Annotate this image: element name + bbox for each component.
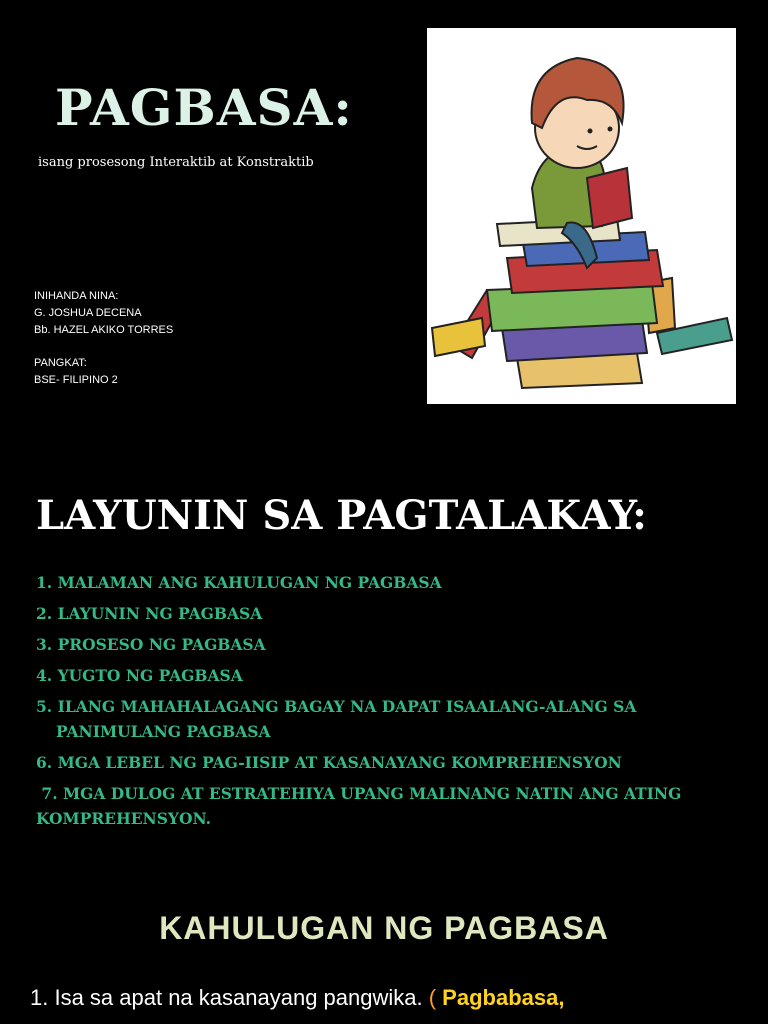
definition-item [30, 985, 564, 1011]
boy-reading-illustration [427, 28, 736, 404]
prepared-by-label: INIHANDA NINA: [34, 290, 119, 302]
objectives-list [36, 570, 756, 837]
slide-subtitle: isang prosesong Interaktib at Konstraktib [38, 155, 314, 170]
book-stack-icon [427, 28, 736, 404]
definition-heading: KAHULUGAN NG PAGBASA [159, 910, 609, 946]
objectives-heading: LAYUNIN SA PAGTALAKAY: [36, 492, 647, 539]
group-label: PANGKAT: [34, 357, 87, 369]
group-name: BSE- FILIPINO 2 [34, 374, 118, 386]
author-name: Bb. HAZEL AKIKO TORRES [34, 324, 174, 336]
list-item: 5. ILANG MAHAHALAGANG BAGAY NA DAPAT ISAALANG-ALANG SA PANIMULANG PAGBASA [36, 697, 637, 741]
list-item: 4. YUGTO NG PAGBASA [36, 666, 243, 685]
list-item: 6. MGA LEBEL NG PAG-IISIP AT KASANAYANG KOMPREHENSYON [36, 753, 622, 772]
author-name: G. JOSHUA DECENA [34, 307, 142, 319]
list-item: 7. MGA DULOG AT ESTRATEHIYA UPANG MALINANG NATIN ANG ATING KOMPREHENSYON. [36, 784, 687, 828]
definition-text: 1. Isa sa apat na kasanayang pangwika. [30, 985, 429, 1010]
slide-objectives [0, 470, 768, 840]
slide-definition [0, 880, 768, 1024]
slide-title-heading: PAGBASA: [55, 78, 353, 137]
list-item: 1. MALAMAN ANG KAHULUGAN NG PAGBASA [36, 573, 442, 592]
credits-block [34, 288, 173, 389]
list-item: 2. LAYUNIN NG PAGBASA [36, 604, 263, 623]
definition-highlight: Pagbabasa, [442, 985, 565, 1010]
definition-paren: ( [428, 985, 443, 1010]
list-item: 3. PROSESO NG PAGBASA [36, 635, 266, 654]
slide-title [0, 0, 768, 440]
